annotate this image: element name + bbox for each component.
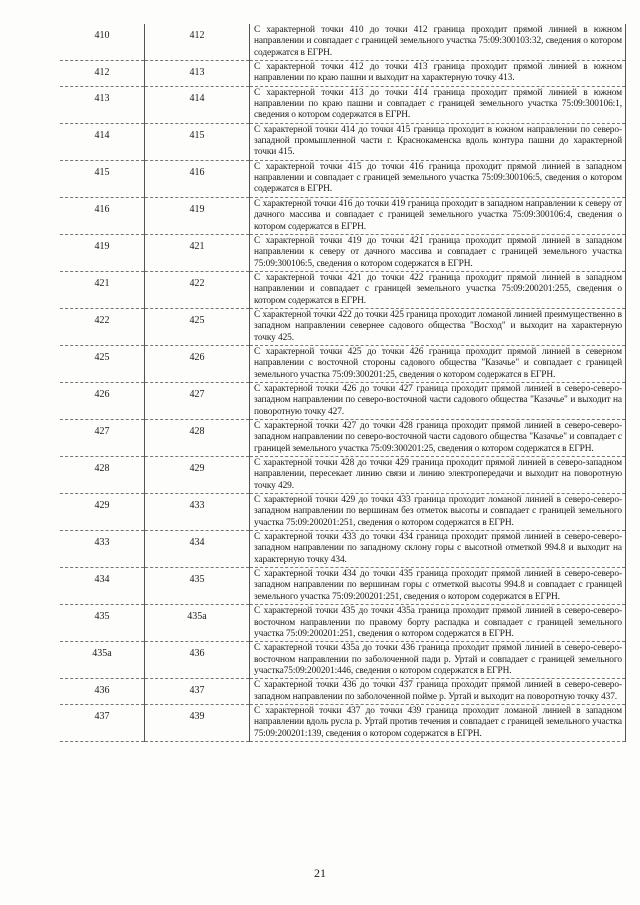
to-point-cell: 433 xyxy=(145,494,250,531)
from-point-cell: 436 xyxy=(60,679,145,705)
to-point-cell: 422 xyxy=(145,271,250,308)
boundary-description-cell: С характерной точки 421 до точки 422 граница проходит прямой линией в западном направлении и совпадает с границей земельного участка 75:09:200201:255, сведения о котором содержатся в ЕГРН. xyxy=(250,271,626,308)
to-point-cell: 439 xyxy=(145,704,250,741)
table-row xyxy=(60,605,626,642)
table-row xyxy=(60,494,626,531)
boundary-description-cell: С характерной точки 415 до точки 416 граница проходит прямой линией в западном направлении и совпадает с границей земельного участка 75:09:300106:5, сведения о котором содержатся в ЕГРН. xyxy=(250,160,626,197)
boundary-description-cell: С характерной точки 426 до точки 427 граница проходит прямой линией в северо-северо-западном направлении по северо-восточной части садового общества "Казачье" и выходит на поворотную точку 427. xyxy=(250,382,626,419)
to-point-cell: 421 xyxy=(145,234,250,271)
to-point-cell: 434 xyxy=(145,531,250,568)
from-point-cell: 422 xyxy=(60,308,145,345)
table-row xyxy=(60,679,626,705)
table-row xyxy=(60,308,626,345)
from-point-cell: 426 xyxy=(60,382,145,419)
to-point-cell: 415 xyxy=(145,123,250,160)
boundary-description-cell: С характерной точки 435а до точки 436 граница проходит прямой линией в северо-северо-восточном направлении по заболоченной пади р. Уртай и совпадает с границей земельного участка75:09:200201:446, сведения о котором содержатся в ЕГРН. xyxy=(250,642,626,679)
to-point-cell: 427 xyxy=(145,382,250,419)
to-point-cell: 429 xyxy=(145,457,250,494)
boundary-description-cell: С характерной точки 416 до точки 419 граница проходит в западном направлении к северу от дачного массива и совпадает с границей земельного участка 75:09:300106:4, сведения о котором содержатся в ЕГРН. xyxy=(250,197,626,234)
from-point-cell: 433 xyxy=(60,531,145,568)
boundary-description-cell: С характерной точки 433 до точки 434 граница проходит прямой линией в северо-северо-западном направлении по западному склону горы с высотной отметкой 994.8 и выходит на характерную точку 434. xyxy=(250,531,626,568)
to-point-cell: 435а xyxy=(145,605,250,642)
boundary-description-cell: С характерной точки 437 до точки 439 граница проходит ломаной линией в западном направлении вдоль русла р. Уртай против течения и совпадает с границей земельного участка 75:09:200201:139, сведения о котором содержатся в ЕГРН. xyxy=(250,704,626,741)
table-row xyxy=(60,568,626,605)
table-row xyxy=(60,704,626,741)
table-row xyxy=(60,24,626,61)
table-row xyxy=(60,197,626,234)
to-point-cell: 425 xyxy=(145,308,250,345)
boundary-description-cell: С характерной точки 413 до точки 414 граница проходит прямой линией в южном направлении по краю пашни и совпадает с границей земельного участка 75:09:300106:1, сведения о котором содержатся в ЕГРН. xyxy=(250,86,626,123)
table-row xyxy=(60,86,626,123)
boundary-description-cell: С характерной точки 412 до точки 413 граница проходит прямой линией в южном направлении по краю пашни и выходит на характерную точку 413. xyxy=(250,61,626,87)
boundary-description-cell: С характерной точки 414 до точки 415 граница проходит в южном направлении по северо-западной промышленной части г. Краснокаменска вдоль контура пашни до характерной точки 415. xyxy=(250,123,626,160)
boundary-description-cell: С характерной точки 435 до точки 435а граница проходит прямой линией в северо-северо-восточном направлении по правому борту распадка и совпадает с границей земельного участка 75:09:200201:251, сведения о котором содержатся в ЕГРН. xyxy=(250,605,626,642)
boundary-description-cell: С характерной точки 436 до точки 437 граница проходит прямой линией в северо-северо-западном направлении по заболоченной пойме р. Уртай и выходит на поворотную точку 437. xyxy=(250,679,626,705)
table-body xyxy=(60,24,626,741)
to-point-cell: 437 xyxy=(145,679,250,705)
from-point-cell: 435а xyxy=(60,642,145,679)
from-point-cell: 427 xyxy=(60,420,145,457)
table-row xyxy=(60,160,626,197)
from-point-cell: 414 xyxy=(60,123,145,160)
from-point-cell: 416 xyxy=(60,197,145,234)
from-point-cell: 415 xyxy=(60,160,145,197)
table-row xyxy=(60,420,626,457)
to-point-cell: 419 xyxy=(145,197,250,234)
from-point-cell: 434 xyxy=(60,568,145,605)
table-row xyxy=(60,531,626,568)
boundary-description-cell: С характерной точки 422 до точки 425 граница проходит ломаной линией преимущественно в западном направлении севернее садового общества "Восход" и выходит на характерную точку 425. xyxy=(250,308,626,345)
from-point-cell: 419 xyxy=(60,234,145,271)
boundary-description-cell: С характерной точки 434 до точки 435 граница проходит прямой линией в северо-северо-западном направлении по вершинам горы с отметкой высоты 994.8 и совпадает с границей земельного участка 75:09:200201:251, сведения о котором содержатся в ЕГРН. xyxy=(250,568,626,605)
to-point-cell: 413 xyxy=(145,61,250,87)
from-point-cell: 425 xyxy=(60,345,145,382)
to-point-cell: 412 xyxy=(145,24,250,61)
from-point-cell: 435 xyxy=(60,605,145,642)
to-point-cell: 436 xyxy=(145,642,250,679)
boundary-description-cell: С характерной точки 429 до точки 433 граница проходит ломаной линией в северо-северо-западном направлении по вершинам без отметок высоты и совпадает с границей земельного участка 75:09:200201:251, сведения о котором содержатся в ЕГРН. xyxy=(250,494,626,531)
table-row xyxy=(60,642,626,679)
boundary-description-cell: С характерной точки 425 до точки 426 граница проходит прямой линией в северном направлении с восточной стороны садового общества "Казачье" и совпадает с границей земельного участка 75:09:300201:25, сведения о котором содержатся в ЕГРН. xyxy=(250,345,626,382)
table-row xyxy=(60,234,626,271)
to-point-cell: 426 xyxy=(145,345,250,382)
to-point-cell: 428 xyxy=(145,420,250,457)
boundary-description-cell: С характерной точки 427 до точки 428 граница проходит прямой линией в северо-северо-западном направлении по северо-восточной части садового общества "Казачье" и совпадает с границей земельного участка 75:09:300201:25, сведения о котором содержатся в ЕГРН. xyxy=(250,420,626,457)
table-row xyxy=(60,123,626,160)
boundary-description-cell: С характерной точки 428 до точки 429 граница проходит прямой линией в северо-западном направлении, пересекает линию связи и линию электропередачи и выходит на поворотную точку 429. xyxy=(250,457,626,494)
boundary-description-cell: С характерной точки 419 до точки 421 граница проходит прямой линией в западном направлении к северу от дачного массива и совпадает с границей земельного участка 75:09:300106:5, сведения о котором содержатся в ЕГРН. xyxy=(250,234,626,271)
boundary-description-table xyxy=(60,24,626,742)
from-point-cell: 428 xyxy=(60,457,145,494)
table-row xyxy=(60,382,626,419)
from-point-cell: 437 xyxy=(60,704,145,741)
to-point-cell: 435 xyxy=(145,568,250,605)
from-point-cell: 412 xyxy=(60,61,145,87)
table-row xyxy=(60,61,626,87)
page-number: 21 xyxy=(314,866,326,880)
from-point-cell: 429 xyxy=(60,494,145,531)
table-row xyxy=(60,271,626,308)
table-row xyxy=(60,457,626,494)
from-point-cell: 413 xyxy=(60,86,145,123)
from-point-cell: 410 xyxy=(60,24,145,61)
table-row xyxy=(60,345,626,382)
boundary-description-cell: С характерной точки 410 до точки 412 граница проходит прямой линией в южном направлении и совпадает с границей земельного участка 75:09:300103:32, сведения о котором содержатся в ЕГРН. xyxy=(250,24,626,61)
to-point-cell: 416 xyxy=(145,160,250,197)
from-point-cell: 421 xyxy=(60,271,145,308)
to-point-cell: 414 xyxy=(145,86,250,123)
